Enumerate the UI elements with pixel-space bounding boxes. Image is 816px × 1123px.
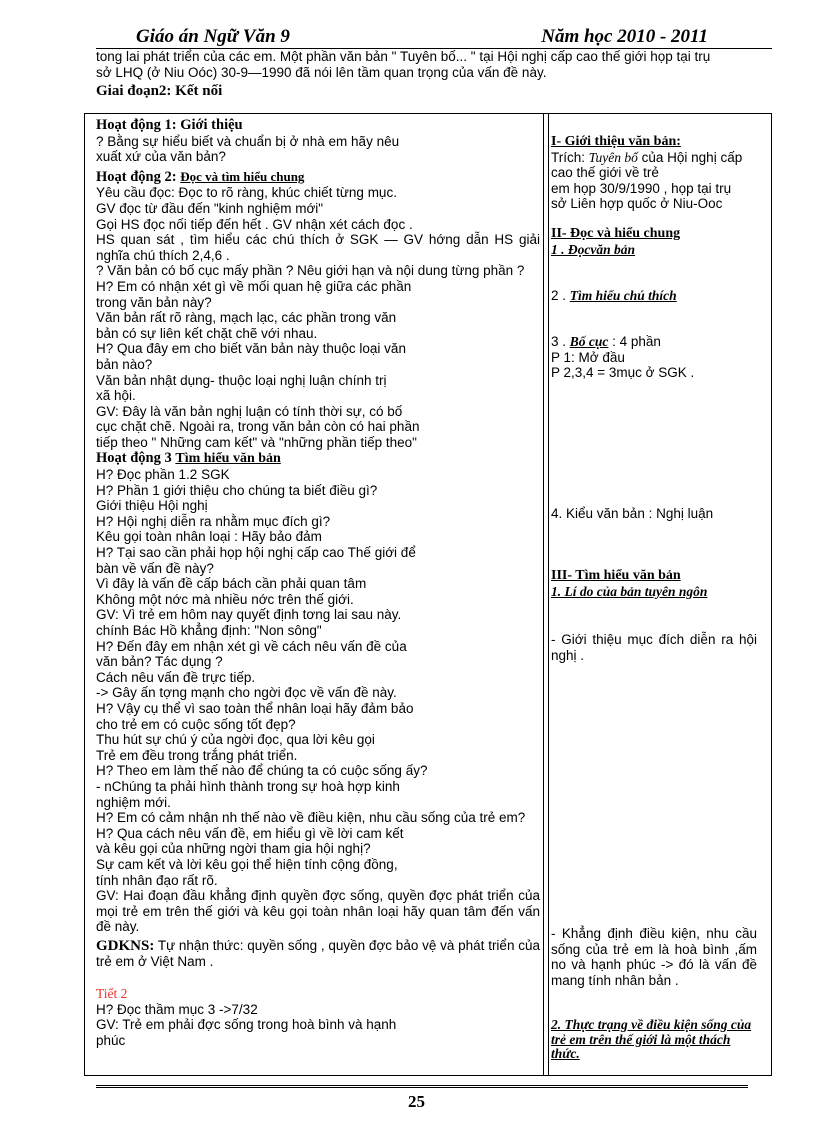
section-3-note: - Giới thiệu mục đích diễn ra hội nghị . [551, 632, 757, 663]
stage-heading: Giai đoạn2: Kết nối [96, 83, 223, 99]
text-line: em họp 30/9/1990 , họp tại trụ [551, 180, 732, 196]
text-line: H? Em có nhận xét gì về mối quan hệ giữa các phần [96, 278, 412, 294]
text-line: -> Gây ấn tợng mạnh cho ngời đọc về vấn đề này. [96, 685, 397, 701]
text-line: nghiệm mới. [96, 794, 171, 810]
text-line: Trẻ em đều trong trắng phát triển. [96, 747, 298, 763]
section-2-item-1: 1 . Đọcvăn bản [551, 241, 635, 257]
text-line: bản nào? [96, 356, 153, 372]
text-span: : 4 phần [608, 334, 661, 349]
text-line: GV đọc từ đầu đến "kinh nghiệm mới" [96, 200, 324, 216]
structure-label: Bố cục [569, 334, 609, 349]
section-3-title: III- Tìm hiểu văn bản [551, 568, 681, 583]
text-line: Vì đây là vấn đề cấp bách cần phải quan tâm [96, 576, 367, 592]
section-2-item-3 [551, 334, 757, 381]
italic-title: Tuyên bố [588, 149, 638, 165]
text-line: Cách nêu vấn đề trực tiếp. [96, 669, 256, 685]
left-column [96, 118, 540, 1048]
activity-3-label: Hoạt động 3 [96, 450, 176, 467]
intro-line: sở LHQ (ở Niu Oóc) 30-9—1990 đã nói lên tầm quan trọng của vấn đề này. [96, 65, 547, 80]
section-2-item-4: 4. Kiểu văn bản : Nghị luận [551, 506, 714, 521]
section-2 [551, 226, 757, 257]
text-line: sở Liên hợp quốc ở Niu-Ooc [551, 196, 723, 212]
text-line: Văn bản nhật dụng- thuộc loại nghị luận chính trị [96, 372, 387, 388]
activity-1-heading: Hoạt động 1: Giới thiệu [96, 117, 243, 133]
section-1-title: I- Giới thiệu văn bản: [551, 134, 681, 149]
notes-link: Tìm hiểu chú thích [569, 288, 677, 303]
section-1 [551, 134, 757, 212]
text-line: ? Bằng sự hiểu biết và chuẩn bị ở nhà em hãy nêu [96, 133, 400, 149]
section-1-text [551, 150, 757, 181]
text-line: Kêu gọi toàn nhân loại : Hãy bảo đảm [96, 529, 322, 545]
text-span: của Hội nghị cấp cao thế giới về trẻ [551, 149, 743, 181]
text-line: tiếp theo " Những cam kết" và "những phần tiếp theo" [96, 434, 417, 450]
text-line: Không một nớc mà nhiều nớc trên thế giới. [96, 591, 354, 607]
header-school-year: Năm học 2010 - 2011 [541, 26, 708, 47]
activity-2-label: Hoạt động 2: [96, 168, 181, 185]
gdkns-text: Tự nhận thức: quyền sống , quyền đợc bảo vệ và phát triển của trẻ em ở Việt Nam . [96, 937, 540, 970]
text-span: 3 . [551, 334, 570, 349]
footer-rule [96, 1085, 748, 1092]
spacer [96, 970, 540, 986]
text-line: văn bản? Tác dụng ? [96, 654, 223, 670]
text-line: và kêu gọi của những ngời tham gia hội nghị? [96, 841, 371, 857]
text-line: xã hội. [96, 388, 136, 404]
text-line: H? Hội nghị diễn ra nhằm mục đích gì? [96, 513, 331, 529]
text-line: GV: Hai đoạn đầu khẳng định quyền đợc sống, quyền đợc phát triển của mọi trẻ em trên thế giới và kêu gọi toàn nhân loại hãy quan tâm đến vấn đề này. [96, 888, 540, 935]
text-span: Trích: [551, 149, 589, 165]
text-line: - nChúng ta phải hình thành trong sự hoà hợp kinh [96, 778, 400, 794]
text-line: GV: Trẻ em phải đợc sống trong hoà bình và hạnh [96, 1017, 397, 1033]
text-line: H? Đến đây em nhận xét gì về cách nêu vấn đề của [96, 638, 407, 654]
gdkns-label: GDKNS: [96, 937, 155, 954]
text-line: H? Tại sao cần phải họp hội nghị cấp cao Thế giới để [96, 545, 416, 561]
text-line: GV: Vì trẻ em hôm nay quyết định tơng lai sau này. [96, 607, 402, 623]
text-line: P 2,3,4 = 3mục ở SGK . [551, 365, 695, 381]
intro-line: tong lai phát triển của các em. Một phần văn bản " Tuyên bố... " tại Hội nghị cấp cao thế giới họp tại trụ [96, 49, 711, 64]
text-span: 2 . [551, 288, 570, 303]
section-3-item-2: 2. Thực trạng về điều kiện sống của trẻ em trên thế giới là một thách thức. [551, 1017, 752, 1061]
lesson-2-heading: Tiết 2 [96, 986, 128, 1002]
gdkns-note [96, 938, 540, 970]
activity-2-title: Đọc và tìm hiểu chung [180, 168, 305, 184]
page-number: 25 [408, 1092, 425, 1111]
text-line: H? Vậy cụ thể vì sao toàn thể nhân loại hãy đảm bảo [96, 700, 414, 716]
header-subject: Giáo án Ngữ Văn 9 [136, 26, 290, 47]
text-line: ? Văn bản có bố cục mấy phần ? Nêu giới hạn và nội dung từng phần ? [96, 263, 525, 279]
text-line: xuất xứ của văn bản? [96, 149, 226, 165]
page-header [96, 26, 772, 49]
section-3-note-2: - Khẳng định điều kiện, nhu cầu sống của trẻ em là hoà bình ,ấm no và hạnh phúc -> đó là vấn đề mang tính nhân bản . [551, 926, 757, 988]
text-line: Thu hút sự chú ý của ngời đọc, qua lời kêu gọi [96, 732, 375, 748]
activity-2-heading [96, 169, 540, 186]
text-line: trong văn bản này? [96, 294, 212, 310]
text-line: Giới thiệu Hội nghị [96, 498, 208, 514]
text-line: cho trẻ em có cuộc sống tốt đẹp? [96, 716, 296, 732]
text-line: chính Bác Hồ khẳng định: "Non sông" [96, 623, 322, 638]
text-line: tính nhân đạo rất rõ. [96, 872, 218, 888]
text-line: Gọi HS đọc nối tiếp đến hết . GV nhận xét cách đọc . [96, 216, 413, 232]
section-3 [551, 568, 757, 599]
activity-3-title: Tìm hiểu văn bản [175, 451, 281, 467]
activity-3-heading [96, 450, 540, 467]
section-3-item-1: 1. Lí do của bản tuyên ngôn [551, 583, 708, 599]
text-line: H? Phần 1 giới thiệu cho chúng ta biết điều gì? [96, 482, 378, 498]
text-line: bản có sự liên kết chặt chẽ với nhau. [96, 325, 318, 341]
section-2-item-2 [551, 288, 757, 304]
text-line: Sự cam kết và lời kêu gọi thể hiện tính cộng đồng, [96, 856, 398, 872]
text-line: HS quan sát , tìm hiểu các chú thích ở SGK — GV hớng dẫn HS giải nghĩa chú thích 2,4,6 . [96, 232, 540, 263]
intro-paragraph [96, 49, 772, 81]
text-line: Yêu cầu đọc: Đọc to rõ ràng, khúc chiết từng mục. [96, 185, 397, 201]
text-line: H? Em có cảm nhận nh thế nào về điều kiện, nhu cầu sống của trẻ em? [96, 810, 526, 826]
text-line: Văn bản rất rõ ràng, mạch lạc, các phần trong văn [96, 310, 397, 326]
text-line: phúc [96, 1032, 126, 1048]
text-line: GV: Đây là văn bản nghị luận có tính thời sự, có bố [96, 403, 403, 419]
text-line: cục chặt chẽ. Ngoài ra, trong văn bản còn có hai phần [96, 419, 420, 435]
text-line: H? Đọc phần 1.2 SGK [96, 467, 230, 483]
text-line: H? Qua cách nêu vấn đề, em hiểu gì về lời cam kết [96, 825, 404, 841]
text-line: H? Qua đây em cho biết văn bản này thuộc loại văn [96, 341, 406, 357]
text-line: P 1: Mở đầu [551, 349, 625, 365]
section-2-title: II- Đọc và hiểu chung [551, 226, 681, 241]
column-divider [543, 114, 549, 1075]
text-line: bàn về vấn đề này? [96, 560, 214, 576]
text-line: H? Theo em làm thế nào để chúng ta có cuộc sống ấy? [96, 763, 428, 779]
text-line: H? Đọc thầm mục 3 ->7/32 [96, 1001, 258, 1017]
